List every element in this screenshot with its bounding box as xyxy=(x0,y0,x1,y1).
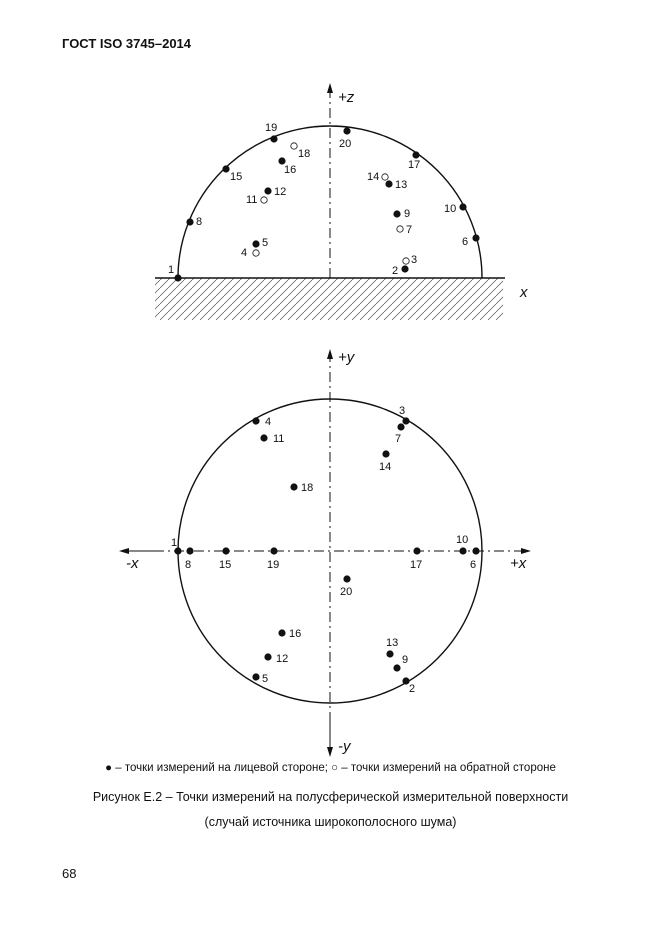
ground-hatching xyxy=(155,278,503,320)
x-axis-label: x xyxy=(520,284,528,301)
svg-text:16: 16 xyxy=(284,164,297,176)
svg-text:1: 1 xyxy=(168,264,175,276)
svg-text:3: 3 xyxy=(399,405,406,417)
svg-text:18: 18 xyxy=(301,482,314,494)
point-top-4 xyxy=(241,247,259,259)
svg-text:20: 20 xyxy=(339,138,352,150)
point-plan-17 xyxy=(410,547,422,571)
svg-text:8: 8 xyxy=(185,559,192,571)
point-plan-18 xyxy=(290,482,313,494)
svg-text:13: 13 xyxy=(386,637,399,649)
svg-text:18: 18 xyxy=(298,148,311,160)
point-plan-11 xyxy=(260,433,284,445)
point-top-5 xyxy=(252,237,268,249)
point-top-7 xyxy=(397,224,412,236)
hemisphere-elevation-figure xyxy=(0,0,661,330)
point-top-3 xyxy=(403,254,417,266)
point-top-17 xyxy=(408,151,420,171)
figure-caption-title: Рисунок Е.2 – Точки измерений на полусферической измерительной поверхности xyxy=(92,790,569,804)
svg-text:17: 17 xyxy=(408,159,421,171)
document-header: ГОСТ ISO 3745–2014 xyxy=(62,36,192,51)
svg-text:20: 20 xyxy=(340,586,353,598)
svg-text:17: 17 xyxy=(410,559,423,571)
svg-text:7: 7 xyxy=(406,224,413,236)
point-plan-10 xyxy=(456,534,468,555)
svg-text:14: 14 xyxy=(379,461,392,473)
svg-text:1: 1 xyxy=(171,537,178,549)
point-top-11 xyxy=(246,194,267,206)
point-top-14 xyxy=(367,171,388,183)
svg-text:6: 6 xyxy=(462,236,469,248)
svg-text:12: 12 xyxy=(276,653,289,665)
svg-text:4: 4 xyxy=(241,247,248,259)
figure-caption-subtitle: (случай источника широкополосного шума) xyxy=(204,815,457,829)
point-plan-9 xyxy=(393,654,408,672)
point-plan-2 xyxy=(402,677,415,695)
svg-text:5: 5 xyxy=(262,673,269,685)
svg-text:9: 9 xyxy=(402,654,409,666)
svg-text:2: 2 xyxy=(392,265,399,277)
svg-text:11: 11 xyxy=(273,433,285,445)
point-plan-8 xyxy=(185,547,194,571)
hemisphere-plan-figure xyxy=(0,340,661,760)
svg-text:10: 10 xyxy=(456,534,469,546)
svg-text:4: 4 xyxy=(265,416,272,428)
point-top-13 xyxy=(385,179,407,191)
minus-y-label: -y xyxy=(338,738,351,755)
point-top-9 xyxy=(393,208,410,220)
svg-text:6: 6 xyxy=(470,559,477,571)
page-number: 68 xyxy=(62,866,77,881)
point-plan-14 xyxy=(379,450,391,473)
point-plan-16 xyxy=(278,628,301,640)
point-top-20 xyxy=(339,127,351,150)
svg-text:13: 13 xyxy=(395,179,408,191)
point-plan-20 xyxy=(340,575,352,598)
svg-text:3: 3 xyxy=(411,254,418,266)
point-plan-13 xyxy=(386,637,398,658)
plus-x-label: +x xyxy=(510,555,527,572)
svg-text:19: 19 xyxy=(265,122,278,134)
point-top-18 xyxy=(291,143,310,160)
svg-text:15: 15 xyxy=(219,559,232,571)
minus-x-label: -x xyxy=(126,555,139,572)
svg-text:15: 15 xyxy=(230,171,243,183)
point-plan-1 xyxy=(171,537,182,555)
point-plan-6 xyxy=(470,547,480,571)
svg-text:19: 19 xyxy=(267,559,280,571)
svg-text:5: 5 xyxy=(262,237,269,249)
svg-text:12: 12 xyxy=(274,186,287,198)
svg-text:7: 7 xyxy=(395,433,402,445)
point-top-16 xyxy=(278,157,296,176)
point-top-12 xyxy=(264,186,286,198)
svg-text:9: 9 xyxy=(404,208,411,220)
svg-text:11: 11 xyxy=(246,194,258,206)
point-top-6 xyxy=(462,234,480,248)
svg-text:2: 2 xyxy=(409,683,416,695)
point-top-8 xyxy=(186,216,202,228)
plus-y-label: +y xyxy=(338,349,355,366)
point-plan-4 xyxy=(252,416,271,428)
point-plan-12 xyxy=(264,653,288,665)
svg-text:10: 10 xyxy=(444,203,457,215)
z-axis-label: +z xyxy=(338,89,355,106)
point-plan-3 xyxy=(399,405,410,425)
svg-text:14: 14 xyxy=(367,171,380,183)
figure-legend: ● – точки измерений на лицевой стороне; ○ – точки измерений на обратной стороне xyxy=(105,762,556,774)
point-top-10 xyxy=(444,203,467,215)
point-top-2 xyxy=(392,265,409,277)
point-plan-7 xyxy=(395,423,405,445)
svg-text:16: 16 xyxy=(289,628,302,640)
point-top-15 xyxy=(222,165,242,183)
svg-text:8: 8 xyxy=(196,216,203,228)
